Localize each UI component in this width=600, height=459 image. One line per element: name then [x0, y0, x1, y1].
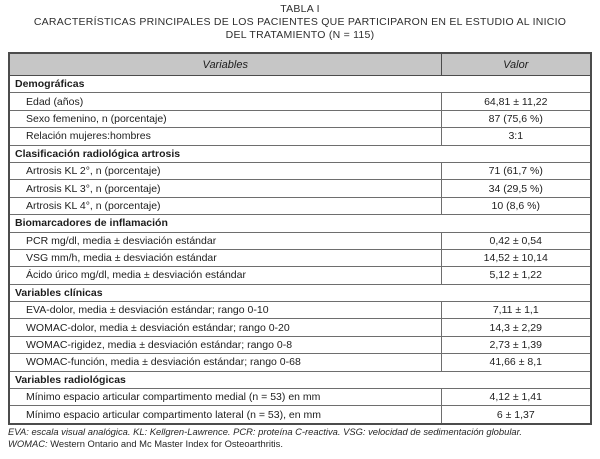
variable-label: WOMAC-dolor, media ± desviación estándar; rango 0-20 — [9, 319, 441, 336]
table-row — [9, 267, 591, 284]
variable-label: Relación mujeres:hombres — [9, 128, 441, 145]
footnote-womac-expansion: Western Ontario and Mc Master Index for Osteoarthritis. — [47, 437, 283, 449]
section-label: Demográficas — [9, 76, 591, 93]
section-row — [9, 145, 591, 162]
section-label: Variables clínicas — [9, 284, 591, 301]
table-row — [9, 110, 591, 127]
variable-value: 4,12 ± 1,41 — [441, 389, 591, 406]
variable-value: 34 (29,5 %) — [441, 180, 591, 197]
variable-value: 6 ± 1,37 — [441, 406, 591, 424]
variable-label: Artrosis KL 2°, n (porcentaje) — [9, 162, 441, 179]
table-footnote — [8, 426, 594, 449]
variable-value: 87 (75,6 %) — [441, 110, 591, 127]
variable-value: 3:1 — [441, 128, 591, 145]
variable-label: PCR mg/dl, media ± desviación estándar — [9, 232, 441, 249]
variable-value: 0,42 ± 0,54 — [441, 232, 591, 249]
variable-value: 14,3 ± 2,29 — [441, 319, 591, 336]
variable-label: Ácido úrico mg/dl, media ± desviación estándar — [9, 267, 441, 284]
table-caption-line1: CARACTERÍSTICAS PRINCIPALES DE LOS PACIENTES QUE PARTICIPARON EN EL ESTUDIO AL INICIO — [33, 16, 567, 28]
variable-label: Artrosis KL 3°, n (porcentaje) — [9, 180, 441, 197]
table-body — [9, 76, 591, 424]
column-header-valor: Valor — [441, 53, 591, 76]
table-row — [9, 406, 591, 424]
variable-value: 2,73 ± 1,39 — [441, 336, 591, 353]
section-row — [9, 215, 591, 232]
table-row — [9, 162, 591, 179]
variable-label: WOMAC-rigidez, media ± desviación estándar; rango 0-8 — [9, 336, 441, 353]
table-row — [9, 232, 591, 249]
variable-label: Mínimo espacio articular compartimento medial (n = 53) en mm — [9, 389, 441, 406]
variable-value: 14,52 ± 10,14 — [441, 249, 591, 266]
footnote-womac-abbrev: WOMAC: — [8, 437, 48, 449]
table-row — [9, 302, 591, 319]
patient-characteristics-table — [8, 52, 592, 425]
variable-label: Mínimo espacio articular compartimento lateral (n = 53), en mm — [9, 406, 441, 424]
variable-label: Artrosis KL 4°, n (porcentaje) — [9, 197, 441, 214]
section-row — [9, 284, 591, 301]
column-header-variables: Variables — [9, 53, 441, 76]
footnote-line1 — [8, 426, 594, 438]
section-label: Variables radiológicas — [9, 371, 591, 388]
section-label: Biomarcadores de inflamación — [9, 215, 591, 232]
variable-value: 5,12 ± 1,22 — [441, 267, 591, 284]
variable-label: EVA-dolor, media ± desviación estándar; rango 0-10 — [9, 302, 441, 319]
variable-value: 10 (8,6 %) — [441, 197, 591, 214]
variable-value: 7,11 ± 1,1 — [441, 302, 591, 319]
section-label: Clasificación radiológica artrosis — [9, 145, 591, 162]
variable-value: 64,81 ± 11,22 — [441, 93, 591, 110]
variable-label: VSG mm/h, media ± desviación estándar — [9, 249, 441, 266]
table-row — [9, 354, 591, 371]
header-row — [9, 53, 591, 76]
table-number-label: TABLA I — [280, 3, 320, 15]
section-row — [9, 371, 591, 388]
table-row — [9, 336, 591, 353]
variable-value: 41,66 ± 8,1 — [441, 354, 591, 371]
variable-value: 71 (61,7 %) — [441, 162, 591, 179]
table-title-block — [0, 3, 600, 42]
table-row — [9, 389, 591, 406]
footnote-line2 — [8, 438, 594, 450]
variable-label: WOMAC-función, media ± desviación estándar; rango 0-68 — [9, 354, 441, 371]
variable-label: Edad (años) — [9, 93, 441, 110]
table-row — [9, 180, 591, 197]
table-row — [9, 93, 591, 110]
table-row — [9, 128, 591, 145]
table-row — [9, 319, 591, 336]
section-row — [9, 76, 591, 93]
variable-label: Sexo femenino, n (porcentaje) — [9, 110, 441, 127]
table-caption-line2: DEL TRATAMIENTO (N = 115) — [225, 29, 375, 41]
table-row — [9, 197, 591, 214]
footnote-line1-text: EVA: escala visual analógica. KL: Kellgren-Lawrence. PCR: proteína C-reactiva. VSG: velocidad de sedimentación globular. — [8, 426, 522, 437]
table-row — [9, 249, 591, 266]
